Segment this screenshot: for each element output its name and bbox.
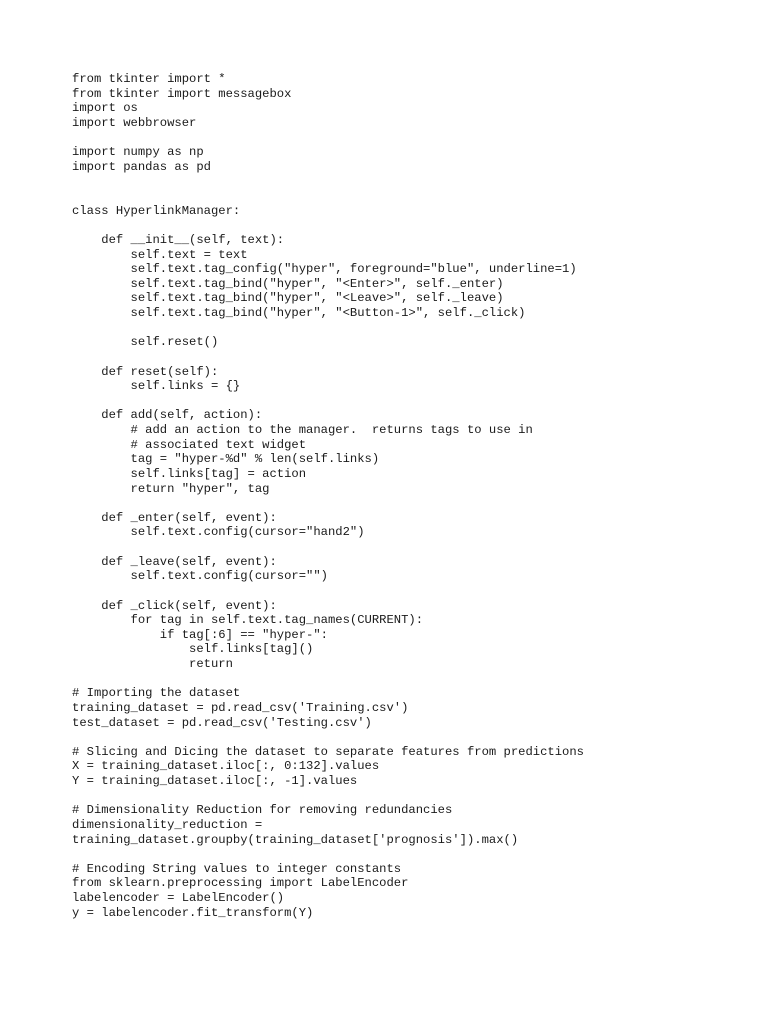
code-line: from tkinter import * <box>72 72 226 86</box>
code-line: def _click(self, event): <box>72 598 277 613</box>
code-line: import numpy as np <box>72 145 204 160</box>
code-line: self.text.tag_bind("hyper", "<Enter>", self._enter) <box>72 276 504 291</box>
code-line <box>72 730 732 745</box>
code-line: from sklearn.preprocessing import LabelEncoder <box>72 876 409 891</box>
code-line: def _leave(self, event): <box>72 554 277 569</box>
code-line: X = training_dataset.iloc[:, 0:132].values <box>72 759 380 774</box>
code-line: test_dataset = pd.read_csv('Testing.csv') <box>72 715 372 730</box>
code-line: dimensionality_reduction = <box>72 817 263 832</box>
code-line: def reset(self): <box>72 364 219 379</box>
code-line <box>72 131 732 146</box>
code-line <box>72 540 732 555</box>
code-line: import pandas as pd <box>72 159 211 174</box>
code-line: import os <box>72 101 138 116</box>
code-line <box>72 394 732 409</box>
code-block <box>72 72 732 920</box>
code-line <box>72 672 732 687</box>
code-line: def add(self, action): <box>72 408 263 423</box>
code-line <box>72 496 732 511</box>
code-line <box>72 189 732 204</box>
code-line: return "hyper", tag <box>72 481 270 496</box>
code-line: y = labelencoder.fit_transform(Y) <box>72 905 314 920</box>
code-line: labelencoder = LabelEncoder() <box>72 891 285 905</box>
code-line: def __init__(self, text): <box>72 232 285 247</box>
code-line <box>72 584 732 599</box>
code-line: self.text.config(cursor="") <box>72 569 328 584</box>
code-line: self.text.tag_bind("hyper", "<Leave>", self._leave) <box>72 291 504 306</box>
code-line: tag = "hyper-%d" % len(self.links) <box>72 452 380 467</box>
code-line: # Slicing and Dicing the dataset to separate features from predictions <box>72 744 584 759</box>
code-line: from tkinter import messagebox <box>72 86 292 101</box>
code-line: self.links[tag] = action <box>72 466 307 481</box>
code-line: self.text = text <box>72 247 248 262</box>
code-line: self.links = {} <box>72 379 241 394</box>
code-line: self.reset() <box>72 335 219 350</box>
code-line: self.text.config(cursor="hand2") <box>72 525 365 540</box>
code-line: # add an action to the manager. returns tags to use in <box>72 423 533 437</box>
code-line: training_dataset.groupby(training_dataset['prognosis']).max() <box>72 832 519 847</box>
code-line <box>72 847 732 862</box>
code-line <box>72 789 732 804</box>
code-line <box>72 350 732 365</box>
code-line: training_dataset = pd.read_csv('Training.csv') <box>72 700 409 715</box>
code-line: # Dimensionality Reduction for removing redundancies <box>72 803 453 818</box>
code-line: import webbrowser <box>72 115 197 130</box>
code-line: self.text.tag_config("hyper", foreground="blue", underline=1) <box>72 262 577 277</box>
code-line: # Importing the dataset <box>72 686 241 701</box>
code-line: # associated text widget <box>72 437 307 452</box>
code-line <box>72 174 732 189</box>
code-line: for tag in self.text.tag_names(CURRENT): <box>72 613 424 628</box>
code-line: self.links[tag]() <box>72 642 314 657</box>
code-line: def _enter(self, event): <box>72 510 277 525</box>
code-line <box>72 218 732 233</box>
code-line <box>72 321 732 336</box>
code-line: if tag[:6] == "hyper-": <box>72 627 328 642</box>
code-line: # Encoding String values to integer constants <box>72 861 402 876</box>
code-line: class HyperlinkManager: <box>72 203 241 218</box>
code-line: return <box>72 657 233 671</box>
code-line: Y = training_dataset.iloc[:, -1].values <box>72 774 358 788</box>
code-line: self.text.tag_bind("hyper", "<Button-1>", self._click) <box>72 306 526 320</box>
